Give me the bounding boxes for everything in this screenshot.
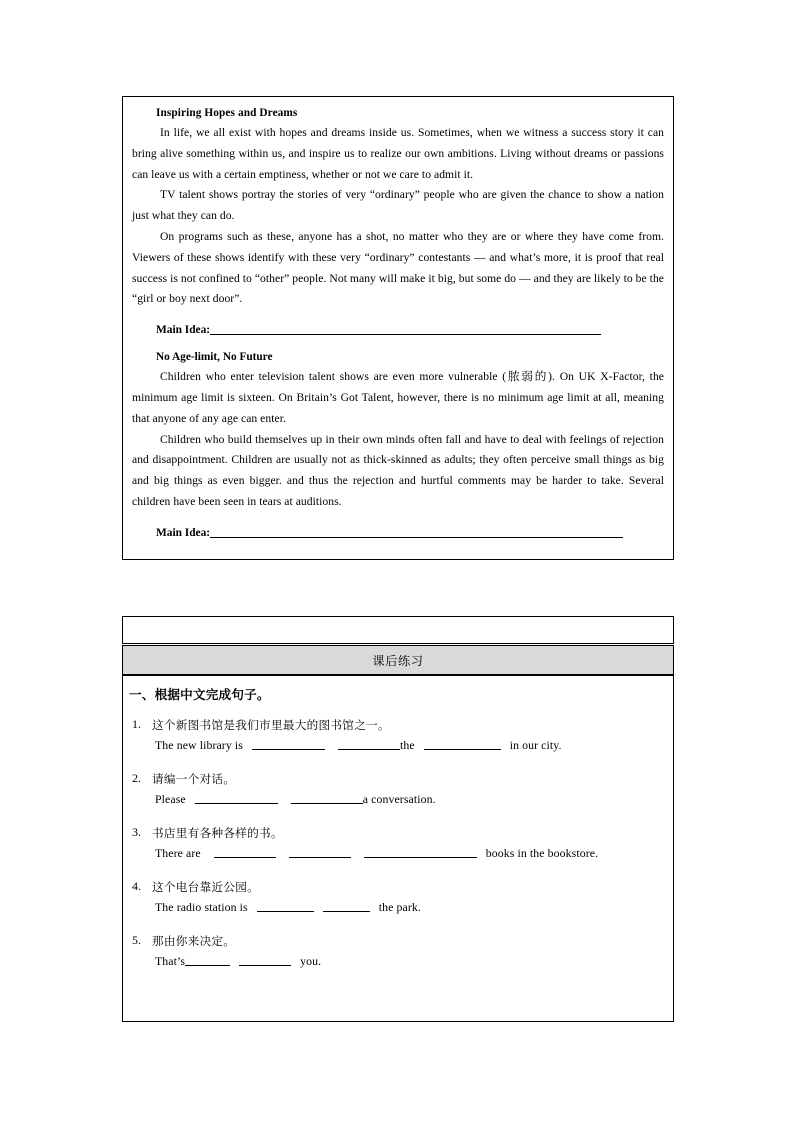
main-idea-answer-line-2[interactable] bbox=[210, 526, 623, 537]
exercise-item-3-tail: books in the bookstore. bbox=[485, 846, 599, 860]
exercise-item-2-number: 2. bbox=[132, 771, 141, 785]
passage-section2-paragraph-1: Children who enter television talent shows are even more vulnerable (脓弱的). On UK X-Factor, the minimum age limit is sixteen. On Britain’s Got Talent, however, there is no minimum age limit at all, meaning that anyone of any age can enter. bbox=[132, 370, 664, 425]
exercise-item-1-chinese: 这个新图书馆是我们市里最大的图书馆之一。 bbox=[152, 718, 390, 732]
exercise-item-3-blank-3[interactable] bbox=[364, 847, 477, 858]
exercise-item-4 bbox=[129, 879, 665, 895]
exercise-item-1-blank-2[interactable] bbox=[338, 739, 400, 750]
exercise-item-1-blank-1[interactable] bbox=[252, 739, 325, 750]
main-idea-row-2 bbox=[156, 526, 664, 539]
exercise-item-5-tail: you. bbox=[300, 954, 322, 968]
exercise-item-1-english bbox=[155, 738, 665, 753]
exercise-item-2-blank-1[interactable] bbox=[195, 793, 278, 804]
exercise-table bbox=[122, 675, 674, 1022]
exercise-section-heading: 一、根据中文完成句子。 bbox=[129, 687, 270, 702]
exercise-item-1-tail: in our city. bbox=[509, 738, 562, 752]
exercise-item-1-number: 1. bbox=[132, 717, 141, 731]
exercise-item-5-chinese: 那由你来决定。 bbox=[152, 934, 236, 948]
exercise-item-2-english bbox=[155, 792, 665, 807]
exercise-item-4-blank-2[interactable] bbox=[323, 901, 370, 912]
exercise-item-1 bbox=[129, 717, 665, 733]
exercise-item-2-blank-2[interactable] bbox=[291, 793, 363, 804]
exercise-item-5-english bbox=[155, 954, 665, 969]
exercise-item-3-blank-1[interactable] bbox=[214, 847, 276, 858]
main-idea-label-1: Main Idea: bbox=[156, 324, 211, 337]
exercise-item-5-blank-1[interactable] bbox=[185, 955, 230, 966]
reading-passage-table bbox=[122, 96, 674, 560]
passage-section2-title: No Age-limit, No Future bbox=[156, 351, 273, 364]
exercise-item-3-english bbox=[155, 846, 665, 861]
passage-section1-paragraph-3: On programs such as these, anyone has a shot, no matter who they are or where they have come from. Viewers of these shows identify with these very “ordinary” contestants — and what’s more, it is proof that real success is not confined to “other” people. Not many will make it big, but some do — and they are likely to be the “girl or boy next door”. bbox=[132, 229, 664, 306]
exercise-item-5-lead: That’s bbox=[155, 954, 186, 968]
after-class-practice-label: 课后练习 bbox=[372, 653, 424, 668]
main-idea-answer-line-1[interactable] bbox=[210, 324, 601, 335]
exercise-item-2-chinese: 请编一个对话。 bbox=[152, 772, 236, 786]
passage-section1-paragraph-2: TV talent shows portray the stories of very “ordinary” people who are given the chance to show a nation just what they can do. bbox=[132, 188, 664, 223]
exercise-item-5-blank-2[interactable] bbox=[239, 955, 291, 966]
passage-section1-paragraph-1: In life, we all exist with hopes and dreams inside us. Sometimes, when we witness a success story it can bring alive something within us, and inspire us to realize our own ambitions. Living without dreams or passions can leave us with a certain emptiness, whether or not we care to admit it. bbox=[132, 126, 664, 181]
exercise-item-2-lead: Please bbox=[155, 792, 186, 806]
exercise-item-4-lead: The radio station is bbox=[155, 900, 248, 914]
exercise-item-3-number: 3. bbox=[132, 825, 141, 839]
exercise-item-2-tail: a conversation. bbox=[362, 792, 436, 806]
exercise-item-1-lead: The new library is bbox=[155, 738, 243, 752]
exercise-item-4-english bbox=[155, 900, 665, 915]
main-idea-row-1 bbox=[156, 323, 664, 336]
passage-section2-paragraph-2: Children who build themselves up in their own minds often fall and have to deal with feelings of rejection and disappointment. Children are usually not as thick-skinned as adults; they often perceive small things as big and big things as even bigger. and thus the rejection and hurtful comments may be harder to take. Several children have been seen in tears at auditions. bbox=[132, 432, 664, 508]
after-class-practice-banner bbox=[122, 645, 674, 675]
exercise-item-5-number: 5. bbox=[132, 933, 141, 947]
exercise-item-3-lead: There are bbox=[155, 846, 201, 860]
exercise-item-4-number: 4. bbox=[132, 879, 141, 893]
passage-bottom-spacer bbox=[132, 542, 664, 550]
exercise-item-1-mid: the bbox=[399, 738, 415, 752]
reading-passage-cell bbox=[123, 97, 673, 559]
empty-divider-row bbox=[122, 616, 674, 644]
exercise-item-2 bbox=[129, 771, 665, 787]
exercise-item-3 bbox=[129, 825, 665, 841]
exercise-item-3-chinese: 书店里有各种各样的书。 bbox=[152, 826, 283, 840]
exercise-item-1-blank-3[interactable] bbox=[424, 739, 501, 750]
main-idea-label-2: Main Idea: bbox=[156, 526, 211, 539]
exercise-item-4-tail: the park. bbox=[378, 900, 421, 914]
passage-section1-title: Inspiring Hopes and Dreams bbox=[156, 107, 298, 119]
exercise-item-3-blank-2[interactable] bbox=[289, 847, 351, 858]
exercise-item-5 bbox=[129, 933, 665, 949]
exercise-item-4-blank-1[interactable] bbox=[257, 901, 314, 912]
exercise-item-4-chinese: 这个电台靠近公园。 bbox=[152, 880, 260, 894]
